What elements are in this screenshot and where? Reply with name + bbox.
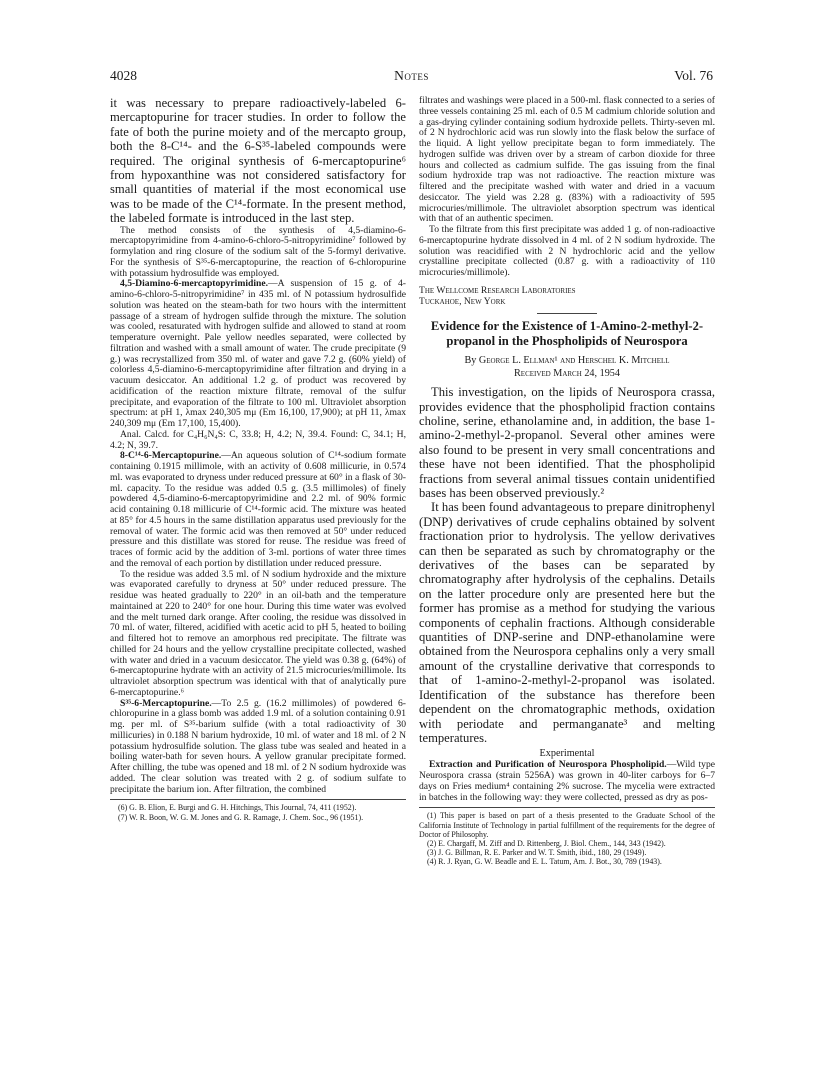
authors: George L. Ellman¹ and Herschel K. Mitchell: [478, 355, 670, 367]
s35-body: —To 2.5 g. (16.2 millimoles) of powdered 6-chloropurine in a glass bomb was added 1.9 ml. of a solution containing 0.91 mg. per ml. of S³⁵-barium sulfide (with a total radioactivity of 30 millicuries) in 0.188 N barium hydroxide, 10 ml. of water and 18 ml. of 2 N potassium hydrosulfide solution. The glass tube was sealed and heated in a boiling water-bath for seven hours. A yellow granular precipitate formed. After chilling, the tube was opened and 18 ml. of 2 N sodium hydroxide was added. The clear solution was treated with 2 g. of sodium sulfate to precipitate the barium ion. After filtration, the combined: [110, 697, 406, 795]
footnote-2: (2) E. Chargaff, M. Ziff and D. Rittenberg, J. Biol. Chem., 144, 343 (1942).: [427, 838, 666, 848]
diamino-body: —A suspension of 15 g. of 4-amino-6-chloro-5-nitropyrimidine⁷ in 435 ml. of N potassium hydrosulfide solution was heated on the steam-bath for two hours with the intermittent passage of a stream of hydrogen sulfide through the mixture. The solution was cooled, resaturated with hydrogen sulfide and allowed to stand at room temperature overnight. Pale yellow needles separated, were collected by filtration and washed with a small amount of water. The crude precipitate (9 g.) was recrystallized from 350 ml. of water and gave 7.2 g. (60% yield) of colorless 4,5-diamino-6-mercaptopyrimidine after filtration and drying in a vacuum desiccator. An additional 1.2 g. of product was recovered by acidification of the reaction mixture filtrate, removal of the sulfur precipitate, and evaporation of the filtrate to 100 ml. Ultraviolet absorption spectrum: at pH 1, λmax 240,305 mμ (Em 16,100, 17,900); at pH 11, λmax 240,309 mμ (Em 17,100, 15,400).: [110, 278, 406, 430]
footnote-7: (7) W. R. Boon, W. G. M. Jones and G. R. Ramage, J. Chem. Soc., 96 (1951).: [118, 812, 364, 822]
received-date: Received March 24, 1954: [514, 368, 620, 380]
running-header: [110, 68, 713, 88]
intro-paragraph-1: This investigation, on the lipids of Neurospora crassa, provides evidence that the phospholipid fraction contains choline, serine, ethanolamine and, in addition, the base 1-amino-2-methyl-2-propanol. Several other amines were also found to be present in very small concentrations and these have not been identified. That the phospholipid fractions from several animal tissues contain unidentified bases has been observed previously.²: [419, 385, 715, 500]
filtrate-paragraph: To the filtrate from this first precipitate was added 1 g. of non-radioactive 6-mercaptopurine hydrate dissolved in 4 ml. of 2 N sodium hydroxide. The solution was reacidified with 2 N hydrochloric acid and the yellow crystalline precipitate collected (0.87 g. with a radioactivity of 110 microcuries/millimole).: [419, 224, 715, 278]
c14-paragraph: [110, 451, 406, 569]
footnote-divider: [110, 799, 406, 800]
c14-heading: 8-C¹⁴-6-Mercaptopurine.: [120, 450, 222, 462]
footnote-6: (6) G. B. Elion, E. Burgi and G. H. Hitchings, This Journal, 74, 411 (1952).: [118, 803, 357, 813]
diamino-heading: 4,5-Diamino-6-mercaptopyrimidine.: [120, 278, 268, 290]
intro-paragraph-2: It has been found advantageous to prepare dinitrophenyl (DNP) derivatives of crude cephalins obtained by solvent fractionation prior to hydrolysis. The yellow derivatives can then be separated as such by chromatography or the derivatives of the bases can be separated by chromatography after hydrolysis of the cephalins. Details on the latter procedure only are presented here but the former has promise as a method for studying the various components of cephalin fractions. Although considerable quantities of DNP-serine and DNP-ethanolamine were obtained from the Neurospora cephalins only a very small amount of the crystalline derivative that corresponds to that of 1-amino-2-methyl-2-propanol was isolated. Identification of the substance has therefore been dependent on the chromatographic methods, oxidation with periodate and permanganate³ and melting temperatures.: [419, 500, 715, 745]
byline-prefix: By: [464, 355, 477, 367]
analysis-paragraph: Anal. Calcd. for C₄H₆N₄S: C, 33.8; H, 4.2; N, 39.4. Found: C, 34.1; H, 4.2; N, 39.7.: [110, 428, 406, 451]
section-title: Notes: [394, 68, 429, 83]
affiliation-location: Tuckahoe, New York: [419, 295, 506, 307]
article-title: Evidence for the Existence of 1-Amino-2-methyl-2-propanol in the Phospholipids of Neurospora: [430, 319, 704, 349]
experimental-heading: Experimental: [539, 748, 595, 760]
method-paragraph: The method consists of the synthesis of 4,5-diamino-6-mercaptopyrimidine from 4-amino-6-chloro-5-nitropyrimidine⁷ followed by formylation and ring closure of the sodium salt of the 5-formyl derivative. For the synthesis of S³⁵-6-mercaptopurine, the reaction of 6-chloropurine with potassium hydrosulfide was employed.: [110, 224, 406, 279]
extraction-body: —Wild type Neurospora crassa (strain 5256A) was grown in 40-liter carboys for 6–7 days on Fries medium⁴ containing 2% sucrose. The mycelia were extracted in batches in the following way: they were collected, pressed as dry as pos-: [419, 759, 715, 803]
extraction-heading: Extraction and Purification of Neurospora Phospholipid.: [429, 759, 667, 771]
diamino-paragraph: [110, 279, 406, 430]
residue-paragraph: To the residue was added 3.5 ml. of N sodium hydroxide and the mixture was evaporated carefully to dryness at 50° under reduced pressure. The residue was heated gradually to 220° in an oil-bath and the temperature maintained at 220 to 240° for one hour. During this time water was evolved and the melt turned dark orange. After cooling, the residue was dissolved in 70 ml. of water, filtered, acidified with acetic acid to pH 5, heated to boiling and filtered hot to remove an amorphous red precipitate. The filtrate was chilled for 24 hours and the yellow crystalline precipitate collected, washed with water and dried in a vacuum desiccator. The yield was 0.38 g. (64%) of 6-mercaptopurine hydrate with an activity of 21.5 microcuries/millimole. Its ultraviolet absorption spectrum was identical with that of analytically pure 6-mercaptopurine.⁶: [110, 568, 406, 698]
article-divider: [537, 313, 597, 314]
extraction-paragraph: [419, 760, 715, 803]
right-column: [419, 96, 715, 867]
s35-heading: S³⁵-6-Mercaptopurine.: [120, 697, 212, 709]
footnote-1: (1) This paper is based on part of a thesis presented to the Graduate School of the California Institute of Technology in partial fulfillment of the requirements for the degree of Doctor of Philosophy.: [419, 811, 715, 839]
footnote-divider-right: [419, 807, 715, 808]
byline: [419, 354, 715, 367]
footnote-3: (3) J. G. Billman, R. E. Parker and W. T. Smith, ibid., 180, 29 (1949).: [427, 848, 647, 858]
affiliation-lab: The Wellcome Research Laboratories: [419, 284, 576, 296]
left-column: [110, 96, 406, 822]
page-number: 4028: [110, 68, 137, 83]
continued-paragraph: filtrates and washings were placed in a 500-ml. flask connected to a series of three vessels containing 25 ml. each of 0.5 M cadmium chloride solution and a gas-drying cylinder containing sodium hydroxide pellets. Thirty-seven ml. of 2 N hydrochloric acid was run slowly into the flask below the surface of the liquid. A light yellow precipitate began to form immediately. The hydrogen sulfide was driven over by a stream of carbon dioxide for three hours and collected as cadmium sulfide. The gas issuing from the final sodium hydroxide trap was not radioactive. The reaction mixture was filtered and the precipitate washed with water and dried in a vacuum desiccator. The yield was 2.28 g. (83%) with a radioactivity of 595 microcuries/millimole. The ultraviolet absorption spectrum was identical with that of an authentic specimen.: [419, 95, 715, 225]
footnote-4: (4) R. J. Ryan, G. W. Beadle and E. L. Tatum, Am. J. Bot., 30, 789 (1943).: [427, 857, 662, 867]
s35-paragraph: [110, 699, 406, 796]
intro-paragraph: it was necessary to prepare radioactively-labeled 6-mercaptopurine for tracer studies. In order to follow the fate of both the purine moiety and of the mercapto group, both the 8-C¹⁴- and the 6-S³⁵-labeled compounds were required. The original synthesis of 6-mercaptopurine⁶ from hypoxanthine was not considered satisfactory for small quantities of material if the most economical use was to be made of the C¹⁴-formate. In the present method, the labeled formate is introduced in the last step.: [110, 96, 406, 226]
c14-body: —An aqueous solution of C¹⁴-sodium formate containing 0.1915 millimole, with an activity of 0.608 millicurie, in 0.574 ml. was evaporated to dryness under reduced pressure at 60° in a flask of 30-ml. capacity. To the residue was added 0.5 g. (3.5 millimoles) of finely powdered 4,5-diamino-6-mercaptopyrimidine and 2.2 ml. of 90% formic acid containing 0.18 millicurie of C¹⁴-formic acid. The mixture was heated at 85° for 4.5 hours in the same distillation apparatus used previously for the removal of water. The formic acid was then removed at 50° under reduced pressure and this distillate was stored for reuse. The residue was freed of traces of formic acid by the addition of 3-ml. portions of water three times and the removal of each portion by distillation under reduced pressure.: [110, 450, 406, 569]
volume-number: Vol. 76: [674, 68, 713, 83]
